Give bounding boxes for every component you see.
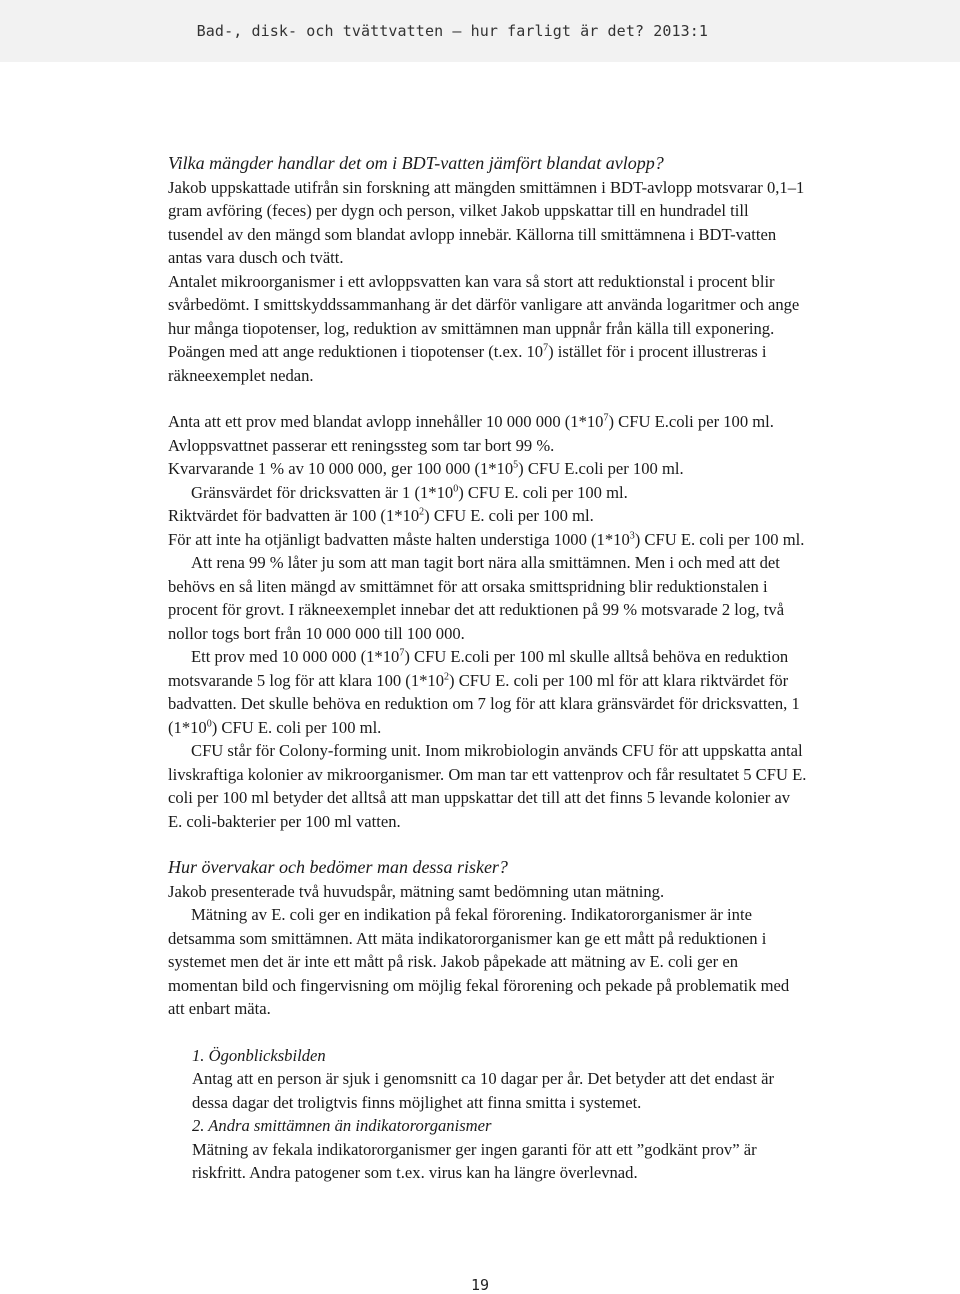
paragraph-two-tracks: Jakob presenterade två huvudspår, mätning samt bedömning utan mätning. [168, 881, 665, 901]
superscript: 2 [444, 670, 450, 682]
text-run: Ett prov med 10 000 000 (1*10 [191, 647, 400, 666]
text-run: ) CFU E. coli per 100 ml för att klara riktvärdet för badvatten. Det skulle behöva en reduktion om 7 log för att klara gränsvärdet för dricksvatten, 1 (1*10 [168, 670, 800, 737]
superscript: 7 [399, 647, 405, 659]
text-run: ) CFU E. coli per 100 ml. [458, 482, 628, 502]
paragraph-cfu: CFU står för Colony-forming unit. Inom mikrobiologin används CFU för att uppskatta antal livskraftiga kolonier av mikroorganismer. Om man tar ett vattenprov och får resultatet 5 CFU E. coli per 100 ml betyder det alltså att man uppskattar det till att det finns 5 levande kolonier av E. coli-bakterier per 100 ml vatten. [168, 741, 807, 831]
superscript: 2 [419, 506, 425, 518]
superscript: 7 [543, 342, 549, 354]
text-run: Kvarvarande 1 % av 10 000 000, ger 100 000 (1*10 [168, 459, 514, 478]
text-run: ) CFU E. coli per 100 ml. [211, 717, 382, 737]
spacer [168, 387, 808, 410]
superscript: 5 [513, 459, 519, 471]
page-content [168, 152, 808, 1185]
text-run: ) CFU E.coli per 100 ml. [518, 459, 684, 478]
superscript: 7 [603, 412, 609, 424]
spacer [168, 1021, 808, 1044]
section-heading-amounts: Vilka mängder handlar det om i BDT-vatten jämfört blandat avlopp? [168, 153, 664, 173]
section-heading-monitoring: Hur övervakar och bedömer man dessa risker? [168, 857, 508, 877]
example-line-drinking-water [168, 481, 808, 505]
list-item-text: Mätning av fekala indikatororganismer ger ingen garanti för att ett ”godkänt prov” är riskfritt. Andra patogener som t.ex. virus kan ha längre överlevnad. [192, 1139, 757, 1182]
text-run: För att inte ha otjänligt badvatten måste halten understiga 1000 (1*10 [168, 529, 630, 549]
superscript: 0 [206, 717, 212, 729]
text-run: Riktvärdet för badvatten är 100 (1*10 [168, 506, 420, 525]
example-line-bathing-water [168, 504, 808, 528]
text-run: ) CFU E. coli per 100 ml. [634, 529, 805, 549]
paragraph-estimate: Jakob uppskattade utifrån sin forskning att mängden smittämnen i BDT-avlopp motsvarar 0,1–1 gram avföring (feces) per dygn och person, vilket Jakob uppskattar till en hundradel till tusendel av den mängd som blandat avlopp innebär. Källorna till smittämnena i BDT-vatten antas vara dusch och tvätt. [168, 177, 805, 267]
paragraph-logarithms [168, 270, 808, 388]
superscript: 0 [453, 482, 459, 494]
superscript: 3 [629, 529, 635, 541]
text-run: Gränsvärdet för dricksvatten är 1 (1*10 [191, 482, 454, 502]
text-run: ) istället för i procent illustreras i räkneexemplet nedan. [168, 342, 767, 385]
spacer [168, 833, 808, 856]
paragraph-percent-vs-log: Att rena 99 % låter ju som att man tagit bort nära alla smittämnen. Men i och med att det behövs en så liten mängd av smittämnet för att orsaka smittspridning blir reduktionstalen i procent för grovt. I räkneexemplet innebar det att reduktionen på 99 % motsvarade 2 log, två nollor togs bort från 10 000 000 till 100 000. [168, 553, 785, 643]
list-item-title: 2. Andra smittämnen än indikatororganismer [192, 1116, 492, 1135]
list-item-text: Antag att en person är sjuk i genomsnitt ca 10 dagar per år. Det betyder att det endast är dessa dagar det troligtvis finns möjlighet att finna smitta i systemet. [192, 1069, 774, 1112]
header-title: Bad-, disk- och tvättvatten – hur farligt är det? 2013:1 [196, 22, 708, 40]
text-run: ) CFU E.coli per 100 ml skulle alltså behöva en reduktion motsvarande 5 log för att klara 100 (1*10 [168, 647, 789, 690]
text-run: ) CFU E.coli per 100 ml. Avloppsvattnet passerar ett reningssteg som tar bort 99 %. [168, 412, 774, 455]
example-line-threshold [168, 528, 808, 552]
paragraph-ecoli-measurement: Mätning av E. coli ger en indikation på fekal förorening. Indikatororganismer är inte detsamma som smittämnen. Att mäta indikatororganismer kan ge ett mått på reduktionen i systemet men det är inte ett mått på risk. Jakob påpekade att mätning av E. coli ger en momentan bild och fingervisning om möjlig fekal förorening och pekade på problematik med att enbart mäta. [168, 905, 790, 1018]
text-run: Antalet mikroorganismer i ett avloppsvatten kan vara så stort att reduktionstal i procent blir svårbedömt. I smittskyddssammanhang är det därför vanligare att använda logaritmer och ange hur många tiopotenser, log, reduktion av smittämnen man uppnår från källa till exponering. Poängen med att ange reduktionen i tiopotenser (t.ex. 10 [168, 271, 800, 361]
page-number: 19 [470, 1276, 490, 1294]
paragraph-reduction-example [168, 645, 808, 739]
text-run: Anta att ett prov med blandat avlopp innehåller 10 000 000 (1*10 [168, 412, 604, 431]
text-run: ) CFU E. coli per 100 ml. [424, 506, 594, 525]
list-item-title: 1. Ögonblicksbilden [192, 1045, 326, 1065]
example-line-sample [168, 410, 808, 457]
numbered-list [168, 1044, 808, 1185]
running-header [0, 0, 960, 62]
example-line-remaining [168, 457, 808, 481]
